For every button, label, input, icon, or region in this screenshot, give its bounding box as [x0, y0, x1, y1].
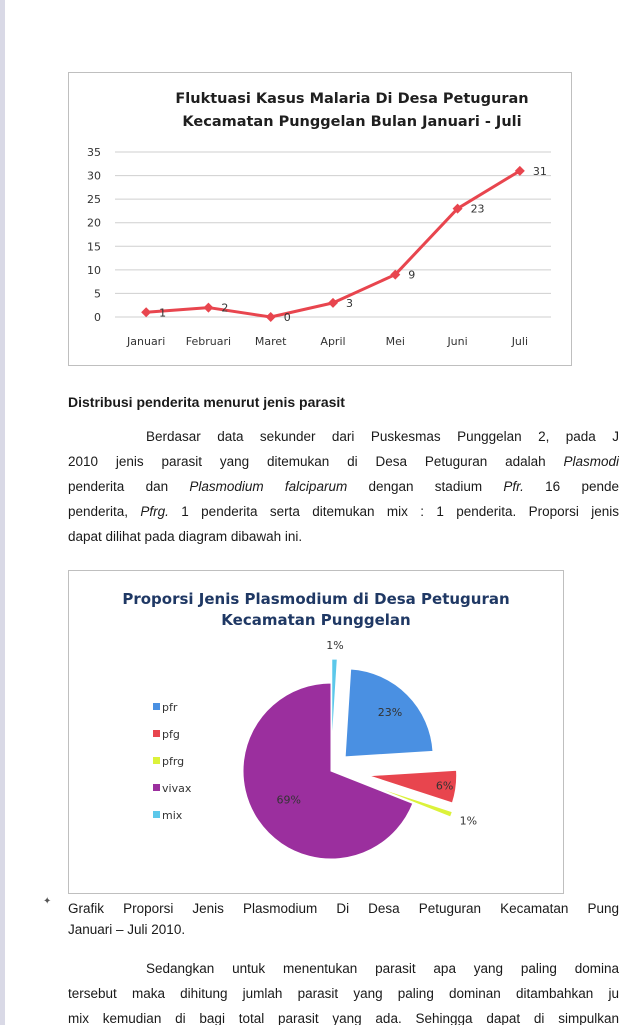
line-chart-title-1: Fluktuasi Kasus Malaria Di Desa Petuguran — [175, 91, 529, 107]
legend-swatch-pfrg — [153, 757, 160, 764]
y-tick-label-0: 0 — [94, 311, 101, 324]
scan-mark-icon: ✦ — [43, 896, 52, 907]
y-tick-label-4: 20 — [87, 216, 101, 230]
figure-caption — [68, 898, 619, 940]
data-label-6: 31 — [532, 164, 547, 178]
p2-line3: mix kemudian di bagi total parasit yang ada. Sehingga dapat di simpulkan — [68, 1011, 619, 1025]
paragraph-distribution — [68, 424, 619, 549]
y-tick-label-6: 30 — [87, 169, 101, 183]
y-tick-label-1: 5 — [94, 287, 101, 301]
page-edge-strip — [0, 0, 5, 1025]
p1-line3c: dengan stadium — [347, 479, 504, 494]
y-tick-label-3: 15 — [87, 240, 101, 254]
pie-label-pfrg: 1% — [459, 814, 478, 828]
p1-line4b: Pfrg. — [140, 504, 169, 519]
line-chart — [68, 72, 572, 366]
data-label-5: 23 — [470, 202, 485, 216]
pie-chart-title-1: Proporsi Jenis Plasmodium di Desa Petuguran — [122, 590, 510, 608]
legend-label-mix: mix — [162, 809, 183, 822]
x-tick-label-4: Mei — [385, 335, 405, 348]
p1-line3b: Plasmodium falciparum — [189, 479, 348, 494]
section-heading: Distribusi penderita menurut jenis parasit — [68, 394, 345, 410]
legend-label-vivax: vivax — [162, 782, 192, 795]
data-label-3: 3 — [346, 296, 353, 310]
legend-swatch-pfr — [153, 703, 160, 710]
p1-line2a: 2010 jenis parasit yang ditemukan di Desa Petuguran adalah — [68, 454, 564, 469]
p2-line2: tersebut maka dihitung jumlah parasit yang paling dominan ditambahkan ju — [68, 986, 619, 1001]
data-point-3 — [328, 298, 338, 308]
pie-chart-title-2: Kecamatan Punggelan — [221, 611, 411, 629]
pie-label-mix: 1% — [326, 639, 344, 653]
p1-line5: dapat dilihat pada diagram dibawah ini. — [68, 529, 303, 544]
x-tick-label-2: Maret — [254, 335, 287, 348]
caption-line2: Januari – Juli 2010. — [68, 922, 186, 937]
x-tick-label-6: Juli — [511, 335, 529, 348]
legend-swatch-pfg — [153, 730, 160, 737]
pie-slice-mix — [332, 659, 338, 747]
pie-label-vivax: 69% — [276, 793, 302, 807]
p1-line2b: Plasmodi — [563, 454, 619, 469]
line-chart-canvas — [69, 73, 571, 365]
p1-line3a: penderita dan — [68, 479, 190, 494]
legend-label-pfr: pfr — [162, 701, 178, 714]
data-point-2 — [266, 312, 276, 322]
y-tick-label-5: 25 — [87, 193, 101, 207]
pie-chart — [68, 570, 564, 894]
y-tick-label-2: 10 — [87, 263, 101, 277]
x-tick-label-1: Februari — [185, 335, 232, 348]
paragraph-dominant — [68, 956, 619, 1025]
x-tick-label-3: April — [320, 335, 346, 348]
pie-label-pfg: 6% — [435, 779, 454, 793]
pie-chart-canvas — [69, 571, 563, 893]
data-label-1: 2 — [221, 301, 229, 315]
pie-label-pfr: 23% — [377, 706, 403, 720]
p1-line1: Berdasar data sekunder dari Puskesmas Punggelan 2, pada J — [146, 429, 619, 444]
data-point-0 — [141, 307, 151, 317]
data-point-1 — [203, 303, 213, 313]
caption-line1: Grafik Proporsi Jenis Plasmodium Di Desa Petuguran Kecamatan Pung — [68, 901, 619, 916]
data-label-2: 0 — [283, 311, 291, 324]
data-label-0: 1 — [159, 306, 167, 320]
series-line — [146, 171, 520, 320]
p2-line1: Sedangkan untuk menentukan parasit apa yang paling domina — [146, 961, 619, 976]
line-chart-title-2: Kecamatan Punggelan Bulan Januari - Juli — [182, 114, 522, 130]
p1-line4a: penderita, — [68, 504, 141, 519]
legend-swatch-vivax — [153, 784, 160, 791]
legend-label-pfrg: pfrg — [162, 755, 185, 768]
x-tick-label-5: Juni — [447, 335, 468, 348]
legend-swatch-mix — [153, 811, 160, 818]
x-tick-label-0: Januari — [127, 335, 166, 348]
p1-line3d: Pfr. — [503, 479, 524, 494]
y-tick-label-7: 35 — [87, 146, 101, 159]
p1-line3e: 16 pende — [523, 479, 619, 494]
p1-line4c: 1 penderita serta ditemukan mix : 1 penderita. Proporsi jenis — [168, 504, 619, 519]
legend-label-pfg: pfg — [162, 728, 180, 741]
data-label-4: 9 — [408, 268, 416, 282]
